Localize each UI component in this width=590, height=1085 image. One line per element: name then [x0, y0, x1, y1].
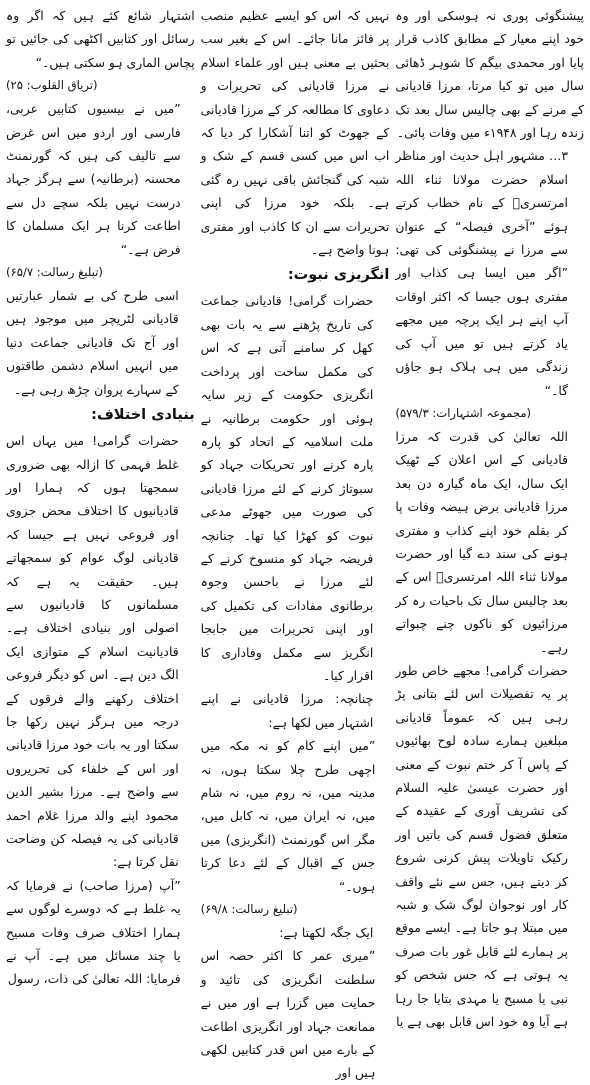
paragraph-text: اسی طرح کی بے شمار عبارتیں قادیانی لٹریچر میں موجود ہیں اور آج تک قادیانی جماعت دنیا میں انہیں اسلام دشمن طاقتوں کے سہارے پروان چڑھ رہی ہے۔ [5, 288, 179, 397]
section-heading: انگریزی نبوت: [287, 267, 390, 284]
quotation-text: ”میں نے بیسیوں کتابیں عربی، فارسی اور اردو میں اس غرض سے تالیف کی ہیں کہ گورنمنٹ محسنہ (برطانیہ) سے ہرگز جہاد درست نہیں بلکہ سچے دل سے اطاعت کرنا ہر ایک مسلمان کا فرض ہے۔“ [5, 101, 181, 257]
citation: (مجموعہ اشتہارات: ۵۷۹/۳) [395, 405, 532, 420]
paragraph [395, 659, 584, 1034]
column-middle [200, 4, 390, 1081]
citation: (تبلیغ رسالت: ۶۹/۸) [200, 902, 298, 917]
paragraph-text: حضرات گرامی! مجھے خاص طور پر یہ تفصیلات اس لئے بتانی پڑ رہی ہیں کہ عموماً قادیانی مبلغین ہمارے سادہ لوح بھائیوں کے پاس آ کر ختم نبوت کے معنی اور حضرت عیسیٰ علیہ السلام کی تشریف آوری کے عقیدہ کے متعلق فضول قسم کی باتیں اور رکیک تاویلات پیش کرنی شروع کر دیتے ہیں، جس سے نئے واقف کار اور نوجوان لوگ شک و شبہ میں مبتلا ہو جاتا ہے۔ ایسے موقع پر ہمارے لئے قابل غور بات صرف یہ ہوتی ہے کہ جس شخص کو نبی یا مسیح یا مہدی بتایا جا رہا ہے آیا وہ خود اس قابل بھی ہے یا [395, 662, 568, 1030]
paragraph [201, 687, 390, 734]
quotation-text: ”میں اپنے کام کو نہ مکہ میں اچھی طرح چلا سکتا ہوں، نہ مدینہ میں، نہ روم میں، نہ شام میں، نہ ایران میں، نہ کابل میں، مگر اس گورنمنٹ (انگریزی) میں جس کے اقبال کے لئے دعا کرتا ہوں۔“ [200, 738, 376, 894]
paragraph [395, 425, 584, 659]
quotation [201, 734, 390, 898]
paragraph-text: نہیں کہ اس کو ایسے عظیم منصب پر فائز مانا جائے۔ اس کے بغیر سب بحثیں بے معنی ہیں اور علماء اسلام نے مرزا قادیانی کی تحریرات و دعاوی کا مطالعہ کر کے مرزا قادیانی کے جھوٹ کو اتنا آشکارا کر دیا کہ اب اس میں کسی قسم کے شک و شبہ کی گنجائش باقی نہیں رہ گئی ہے۔ بلکہ خود مرزا کی اپنی تحریرات سے ان کا کاذب اور مفتری ہونا واضح ہے۔ [200, 8, 390, 258]
paragraph [6, 429, 195, 874]
paragraph [201, 921, 390, 944]
paragraph [6, 284, 195, 401]
column-left [5, 4, 195, 987]
quotation-text: ”میری عمر کا اکثر حصہ اس سلطنت انگریزی کی تائید و حمایت میں گزرا ہے اور میں نے ممانعت جہاد اور انگریزی اطاعت کے بارے میں اس قدر کتابیں لکھی ہیں اور [200, 948, 376, 1081]
paragraph [201, 4, 390, 261]
paragraph-text: چنانچہ: مرزا قادیانی نے اپنے اشتہار میں لکھا ہے: [200, 691, 374, 730]
quotation [6, 97, 195, 261]
paragraph [6, 4, 195, 74]
paragraph-text: اشتہار شائع کئے ہیں کہ اگر وہ رسائل اور کتابیں اکٹھی کی جائیں تو پچاس الماری ہو سکتی ہیں۔“ [5, 8, 195, 70]
quotation-text: ”آپ (مرزا صاحب) نے فرمایا کہ یہ غلط ہے کہ دوسرے لوگوں سے ہمارا اختلاف صرف وفات مسیح یا چند مسائل میں ہے۔ آپ نے فرمایا: اللہ تعالیٰ کی ذات، رسول [5, 877, 181, 987]
citation: (تریاق القلوب: ۲۵) [5, 78, 98, 93]
paragraph [201, 289, 390, 687]
paragraph-text: حضرات گرامی! قادیانی جماعت کی تاریخ پڑھنے سے یہ بات بھی کھل کر سامنے آتی ہے کہ اس کی مکمل ساخت اور پرداخت انگریزی حکومت کے زیر سایہ ہوئی اور حکومت برطانیہ نے ملت اسلامیہ کے اتحاد کو پارہ پارہ کرنے اور تحریکات جہاد کو سبوتاژ کرنے کے لئے مرزا قادیانی کی صورت میں جھوٹے مدعی نبوت کو کھڑا کیا تھا۔ چنانچہ فریضہ جہاد کو منسوخ کرنے کے لئے مرزا نے باحسن وجوہ برطانوی مفادات کی تکمیل کی اور اپنی تحریرات میں جابجا انگریز سے مکمل وفاداری کا اقرار کیا۔ [200, 293, 374, 683]
quotation [6, 874, 195, 991]
paragraph [395, 4, 584, 144]
paragraph-text: ۳… مشہور اہل حدیث اور مناظر اسلام حضرت مولانا ثناء اللہ امرتسریؒ کے نام خطاب کرتے ہوئے ”آخری فیصلہ“ کے عنوان سے مرزا نے پیشنگوئی کی تھی: ”اگر میں ایسا ہی کذاب اور مفتری ہوں جیسا کہ اکثر اوقات آپ اپنے ہر ایک پرچہ میں مجھے یاد کرتے ہیں تو میں آپ کی زندگی میں ہی ہلاک ہو جاؤں گا۔“ [395, 148, 568, 398]
paragraph-text: ایک جگہ لکھتا ہے: [279, 925, 374, 941]
citation: (تبلیغ رسالت: ۶۵/۷) [5, 265, 103, 280]
paragraph [395, 144, 584, 401]
paragraph-text: اللہ تعالیٰ کی قدرت کہ مرزا قادیانی کے اس اعلان کے ٹھیک ایک سال، ایک ماہ گیارہ دن بعد مرزا قادیانی برض ہیضہ وفات پا کر بقلم خود اپنے کذاب و مفتری ہونے کی سند دے گیا اور حضرت مولانا ثناء اللہ امرتسریؒ اس کے بعد چالیس سال تک باحیات رہ کر مرزائیوں کو ناکوں چنے چبواتے رہے۔ [395, 428, 568, 655]
quotation [201, 944, 390, 1084]
paragraph-text: پیشنگوئی پوری نہ ہوسکی اور وہ خود اپنے معیار کے مطابق کاذب قرار پایا اور محمدی بیگم کا شوہر ڈھائی سال میں تو کیا مرتا، مرزا قادیانی کے مرنے کے بھی چالیس سال بعد تک زندہ رہا اور ۱۹۴۸ء میں وفات پائی۔ [395, 8, 584, 141]
section-heading: بنیادی اختلاف: [91, 407, 195, 424]
column-right [395, 4, 584, 1030]
paragraph-text: حضرات گرامی! میں یہاں اس غلط فہمی کا ازالہ بھی ضروری سمجھتا ہوں کہ ہمارا اور قادیانیوں کا اختلاف محض جزوی اور فروعی نہیں ہے جیسا کہ قادیانی لوگ عوام کو سمجھاتے ہیں۔ حقیقت یہ ہے کہ مسلمانوں کا قادیانیوں سے اصولی اور بنیادی اختلاف ہے۔ قادیانیت اسلام کے متوازی ایک الگ دین ہے۔ اس کو دیگر فروعی اختلاف رکھنے والے فرقوں کے درجہ میں ہرگز نہیں رکھا جا سکتا اور یہ بات خود مرزا قادیانی اور اس کے خلفاء کی تحریروں سے واضح ہے۔ مرزا بشیر الدین محمود اپنے والد مرزا غلام احمد قادیانی کی یہ فیصلہ کن وضاحت نقل کرتا ہے: [5, 433, 179, 870]
text-columns [5, 4, 584, 1081]
